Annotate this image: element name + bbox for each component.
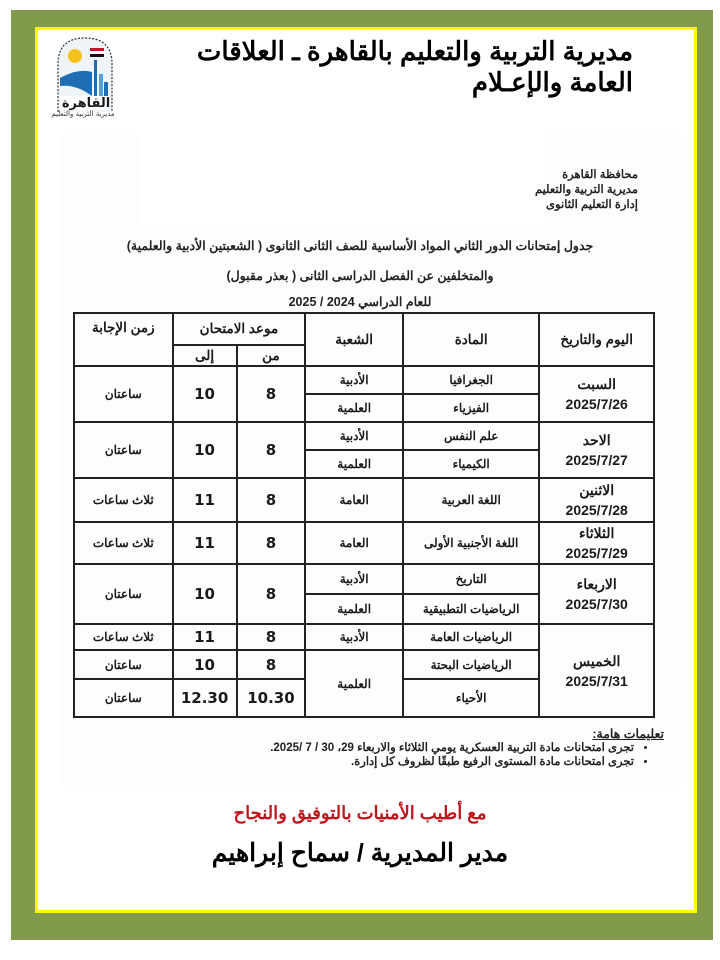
branch-cell: العلمية [305,450,403,478]
branch-cell: الأدبية [305,624,403,650]
from-cell: 8 [237,478,306,522]
header-duration: زمن الإجابة [74,313,173,366]
duration-cell: ساعتان [74,422,173,478]
from-cell: 8 [237,522,306,564]
duration-cell: ساعتان [74,366,173,422]
best-wishes-text: مع أطيب الأمنيات بالتوفيق والنجاح [233,803,487,823]
day-date-cell [539,478,654,522]
exam-date: 2025/7/26 [565,396,628,412]
day-date-cell [539,422,654,478]
org-line-governorate: محافظة القاهرة [562,169,638,181]
notes-list [104,741,664,769]
day-date-cell [539,624,654,717]
subject-cell: الرياضيات العامة [403,624,539,650]
banner-title: مديرية التربية والتعليم بالقاهرة ـ العلاقات العامة والإعـلام [196,36,633,97]
subject-cell: الرياضيات البحتة [403,650,539,679]
exam-date: 2025/7/31 [565,672,628,689]
logo-word: القاهرة [61,96,111,111]
subject-cell: الأحياء [403,679,539,717]
to-cell: 10 [173,650,237,679]
table-row [74,422,654,450]
to-cell: 10 [173,366,237,422]
subject-cell: علم النفس [403,422,539,450]
day-name: الاحد [582,432,611,448]
branch-cell: العامة [305,522,403,564]
header-day-date: اليوم والتاريخ [539,313,654,366]
day-name: الاثنين [579,482,615,498]
day-date-cell [539,366,654,422]
from-cell: 8 [237,564,306,624]
header-subject: المادة [403,313,539,366]
subject-cell: الكيمياء [403,450,539,478]
from-cell: 8 [237,624,306,650]
duration-cell: ساعتان [74,650,173,679]
day-date-cell [539,564,654,624]
table-header-row [74,313,654,345]
table-row [74,366,654,394]
schedule-title-year: للعام الدراسي 2024 / 2025 [288,295,432,309]
branch-cell: العلمية [305,594,403,624]
branch-cell: العلمية [305,394,403,422]
duration-cell: ساعتان [74,679,173,717]
to-cell: 12.30 [173,679,237,717]
subject-cell: الرياضيات التطبيقية [403,594,539,624]
exam-date: 2025/7/30 [565,596,628,612]
important-notes [104,726,664,769]
exam-date: 2025/7/27 [565,452,628,468]
to-cell: 11 [173,624,237,650]
exam-schedule-table [73,312,655,718]
day-name: السبت [577,376,616,392]
subject-cell: اللغة الأجنبية الأولى [403,522,539,564]
schedule-title-line-2: والمتخلفين عن الفصل الدراسى الثانى ( بعذر مقبول) [226,269,494,283]
branch-cell: الأدبية [305,366,403,394]
header-from: من [237,345,306,366]
scan-blank-area [140,135,545,230]
duration-cell: ساعتان [74,564,173,624]
subject-cell: الجغرافيا [403,366,539,394]
org-line-department: إدارة التعليم الثانوى [546,199,638,211]
from-cell: 8 [237,422,306,478]
subject-cell: اللغة العربية [403,478,539,522]
table-row [74,624,654,650]
note-item: • تجرى امتحانات مادة التربية العسكرية يومي الثلاثاء والاربعاء 29، 30 / 7 /2025. [104,741,634,755]
subject-cell: الفيزياء [403,394,539,422]
from-cell: 8 [237,650,306,679]
subject-cell: التاريخ [403,564,539,594]
org-line-directorate: مديرية التربية والتعليم [534,184,638,196]
to-cell: 11 [173,478,237,522]
notes-heading: تعليمات هامة: [592,727,664,741]
to-cell: 10 [173,564,237,624]
branch-cell: الأدبية [305,422,403,450]
header-branch: الشعبة [305,313,403,366]
branch-cell: العلمية [305,650,403,717]
schedule-title-line-1: جدول إمتحانات الدور الثاني المواد الأساسية للصف الثانى الثانوى ( الشعبتين الأدبية والعلمية) [126,239,594,253]
table-row [74,564,654,594]
day-name: الاربعاء [576,576,617,592]
exam-date: 2025/7/28 [565,502,628,518]
exam-date: 2025/7/29 [565,545,628,561]
from-cell: 8 [237,366,306,422]
duration-cell: ثلاث ساعات [74,624,173,650]
duration-cell: ثلاث ساعات [74,478,173,522]
header-exam-time: موعد الامتحان [173,313,306,345]
branch-cell: العامة [305,478,403,522]
director-signature: مدير المديرية / سماح إبراهيم [211,839,509,867]
duration-cell: ثلاث ساعات [74,522,173,564]
day-name: الخميس [573,652,621,669]
day-name: الثلاثاء [578,525,615,541]
day-date-cell [539,522,654,564]
table-row [74,478,654,522]
from-cell: 10.30 [237,679,306,717]
note-item: • تجرى امتحانات مادة المستوى الرفيع طبقًا لظروف كل إدارة. [104,755,634,769]
table-row [74,522,654,564]
logo-caption: مديرية التربية والتعليم [51,110,115,118]
branch-cell: الأدبية [305,564,403,594]
header-to: إلى [173,345,237,366]
org-header [535,168,638,213]
to-cell: 11 [173,522,237,564]
to-cell: 10 [173,422,237,478]
